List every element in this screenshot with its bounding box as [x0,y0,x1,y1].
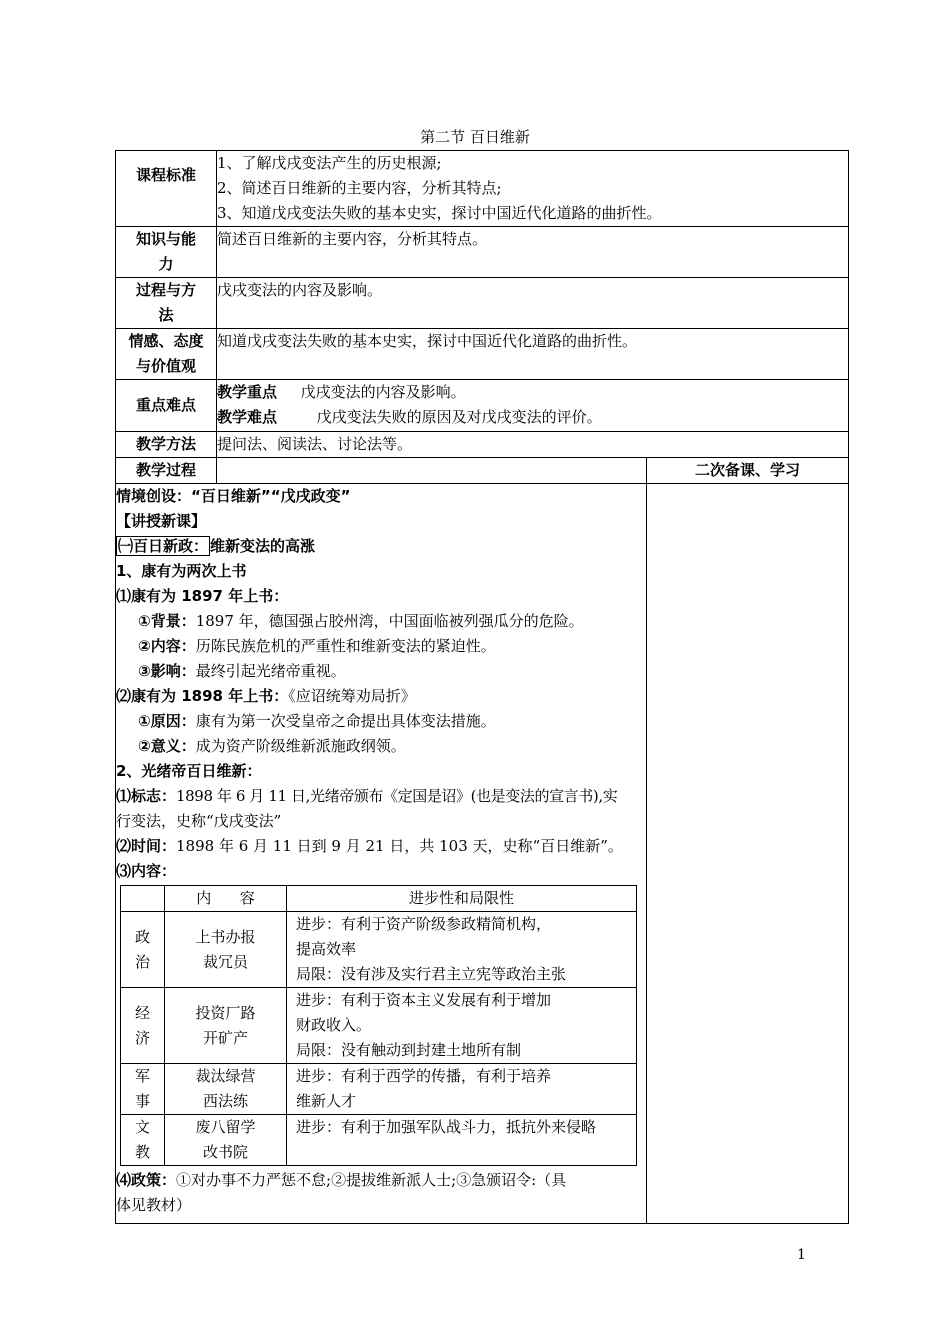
section-1-rest: 维新变法的高涨 [210,537,316,555]
heading-1-2 [116,684,646,709]
lesson-body [116,484,647,1224]
teaching-process-empty [217,458,647,484]
reason-text: 康有为第一次受皇帝之命提出具体变法措施。 [195,712,496,730]
reason-label: ①原因： [138,712,196,730]
policy-label: ⑷政策： [116,1171,177,1189]
contents-label: ⑶内容： [116,862,177,880]
cat-text: 治 [134,952,150,971]
section-1-boxed: ㈠百日新政： [118,537,209,555]
heading-1-1: ⑴康有为 1897 年上书： [116,587,289,605]
inner-header-eval: 进步性和局限性 [287,886,637,912]
impact-text: 最终引起光绪帝重视。 [195,662,346,680]
label-emotion [116,329,217,380]
standard-line-2: 2、简述百日维新的主要内容，分析其特点; [217,179,502,197]
background-line [116,609,646,634]
new-lesson-heading: 【讲授新课】 [116,512,207,530]
sign-line-2: 行变法，史称“戊戌变法” [116,812,282,830]
cat-text: 政 [134,927,150,946]
focus-text: 戊戌变法的内容及影响。 [300,383,466,401]
cat-text: 军 [134,1067,150,1085]
row-process-method [116,278,849,329]
label-process-2: 法 [158,306,174,324]
eval-text: 进步：有利于资产阶级参政精简机构， [296,915,552,933]
row-methods [116,432,849,458]
time-line [116,834,646,859]
eval-text: 维新人才 [296,1092,357,1110]
item-economy [165,988,287,1064]
item-military [165,1064,287,1115]
meaning-label: ②意义： [138,737,196,755]
row-body [116,484,849,1224]
time-text: 1898 年 6 月 11 日到 9 月 21 日，共 103 天，史称“百日维新”。 [176,837,623,855]
cat-text: 文 [134,1118,150,1136]
sign-line [116,784,646,809]
label-teaching-process: 教学过程 [116,458,217,484]
row-teaching-process [116,458,849,484]
heading-1: 1、康有为两次上书 [116,562,247,580]
intro-line: 情境创设：“百日维新”“戊戌政变” [116,487,351,505]
label-keypoints-text: 重点难点 [135,396,196,414]
label-course-standard [116,151,217,227]
keypoints-content [217,380,849,432]
policy-text: ①对办事不力严惩不怠;②提拔维新派人士;③急颁诏令:（具 [176,1171,567,1189]
eval-text: 提高效率 [296,940,357,958]
item-text: 西法练 [202,1092,248,1110]
label-knowledge [116,227,217,278]
label-emotion-1: 情感、态度 [128,332,204,350]
standard-line-1: 1、了解戊戌变法产生的历史根源; [217,154,442,172]
label-emotion-2: 与价值观 [135,357,196,375]
cat-text: 济 [134,1028,150,1047]
background-text: 1897 年，德国强占胶州湾，中国面临被列强瓜分的危险。 [195,612,584,630]
policy-line [116,1168,646,1193]
label-process-1: 过程与方 [135,281,196,299]
eval-education [287,1115,637,1166]
label-knowledge-2: 力 [158,255,174,273]
sign-text: 1898 年 6 月 11 日,光绪帝颁布《定国是诏》(也是变法的宣言书),实 [176,787,618,805]
eval-text: 局限：没有触动到封建土地所有制 [296,1041,522,1059]
lesson-plan-table [115,150,849,1224]
row-knowledge [116,227,849,278]
content-label: ②内容： [138,637,196,655]
eval-economy [287,988,637,1064]
eval-text: 进步：有利于资本主义发展有利于增加 [296,991,552,1009]
difficulty-label: 教学难点 [217,408,278,426]
standard-line-3: 3、知道戊戌变法失败的基本史实，探讨中国近代化道路的曲折性。 [217,204,662,222]
item-education [165,1115,287,1166]
eval-politics [287,912,637,988]
document-title: 第二节 百日维新 [420,128,530,146]
item-politics [165,912,287,988]
item-text: 废八留学 [195,1118,256,1136]
cat-text: 经 [134,1003,150,1022]
difficulty-text: 戊戌变法失败的原因及对戊戌变法的评价。 [316,408,602,426]
focus-label: 教学重点 [217,383,278,401]
content-text: 历陈民族危机的严重性和维新变法的紧迫性。 [195,637,496,655]
reason-line [116,709,646,734]
heading-1-2-rest: 《应诏统筹劝局折》 [288,687,416,705]
eval-military [287,1064,637,1115]
eval-text: 进步：有利于加强军队战斗力，抵抗外来侵略 [296,1118,597,1136]
label-keypoints [116,380,217,432]
label-text: 课程标准 [135,166,196,184]
item-text: 开矿产 [202,1028,248,1047]
heading-1-2-bold: ⑵康有为 1898 年上书： [116,687,289,705]
emotion-content: 知道戊戌变法失败的基本史实，探讨中国近代化道路的曲折性。 [217,329,849,380]
reform-content-table [120,885,637,1166]
item-text: 裁汰绿营 [195,1067,256,1085]
knowledge-content: 简述百日维新的主要内容，分析其特点。 [217,227,849,278]
cat-text: 教 [134,1143,150,1161]
category-economy [121,988,165,1064]
impact-line [116,659,646,684]
eval-text: 局限：没有涉及实行君主立宪等政治主张 [296,965,567,983]
inner-row-education [121,1115,637,1166]
time-label: ⑵时间： [116,837,177,855]
policy-line-2: 体见教材） [116,1196,192,1214]
item-text: 改书院 [202,1143,248,1161]
inner-header-row [121,886,637,912]
label-second-prep: 二次备课、学习 [647,458,849,484]
inner-header-empty [121,886,165,912]
eval-text: 财政收入。 [296,1016,372,1034]
row-course-standard [116,151,849,227]
second-prep-column [647,484,849,1224]
category-military [121,1064,165,1115]
inner-header-content: 内 容 [165,886,287,912]
page-number: 1 [797,1247,806,1263]
meaning-line [116,734,646,759]
inner-row-military [121,1064,637,1115]
row-emotion [116,329,849,380]
label-methods: 教学方法 [116,432,217,458]
category-politics [121,912,165,988]
inner-row-economy [121,988,637,1064]
content-line [116,634,646,659]
row-keypoints [116,380,849,432]
process-content: 戊戌变法的内容及影响。 [217,278,849,329]
label-process-method [116,278,217,329]
heading-2: 2、光绪帝百日维新： [116,762,262,780]
section-1-heading [116,534,646,559]
sign-label: ⑴标志： [116,787,177,805]
methods-content: 提问法、阅读法、讨论法等。 [217,432,849,458]
course-standard-content [217,151,849,227]
impact-label: ③影响： [138,662,196,680]
meaning-text: 成为资产阶级维新派施政纲领。 [195,737,406,755]
item-text: 上书办报 [195,927,256,946]
label-knowledge-1: 知识与能 [135,230,196,248]
item-text: 裁冗员 [202,952,248,971]
background-label: ①背景： [138,612,196,630]
inner-row-politics [121,912,637,988]
item-text: 投资厂路 [195,1003,256,1022]
category-education [121,1115,165,1166]
eval-text: 进步：有利于西学的传播，有利于培养 [296,1067,552,1085]
cat-text: 事 [134,1092,150,1110]
